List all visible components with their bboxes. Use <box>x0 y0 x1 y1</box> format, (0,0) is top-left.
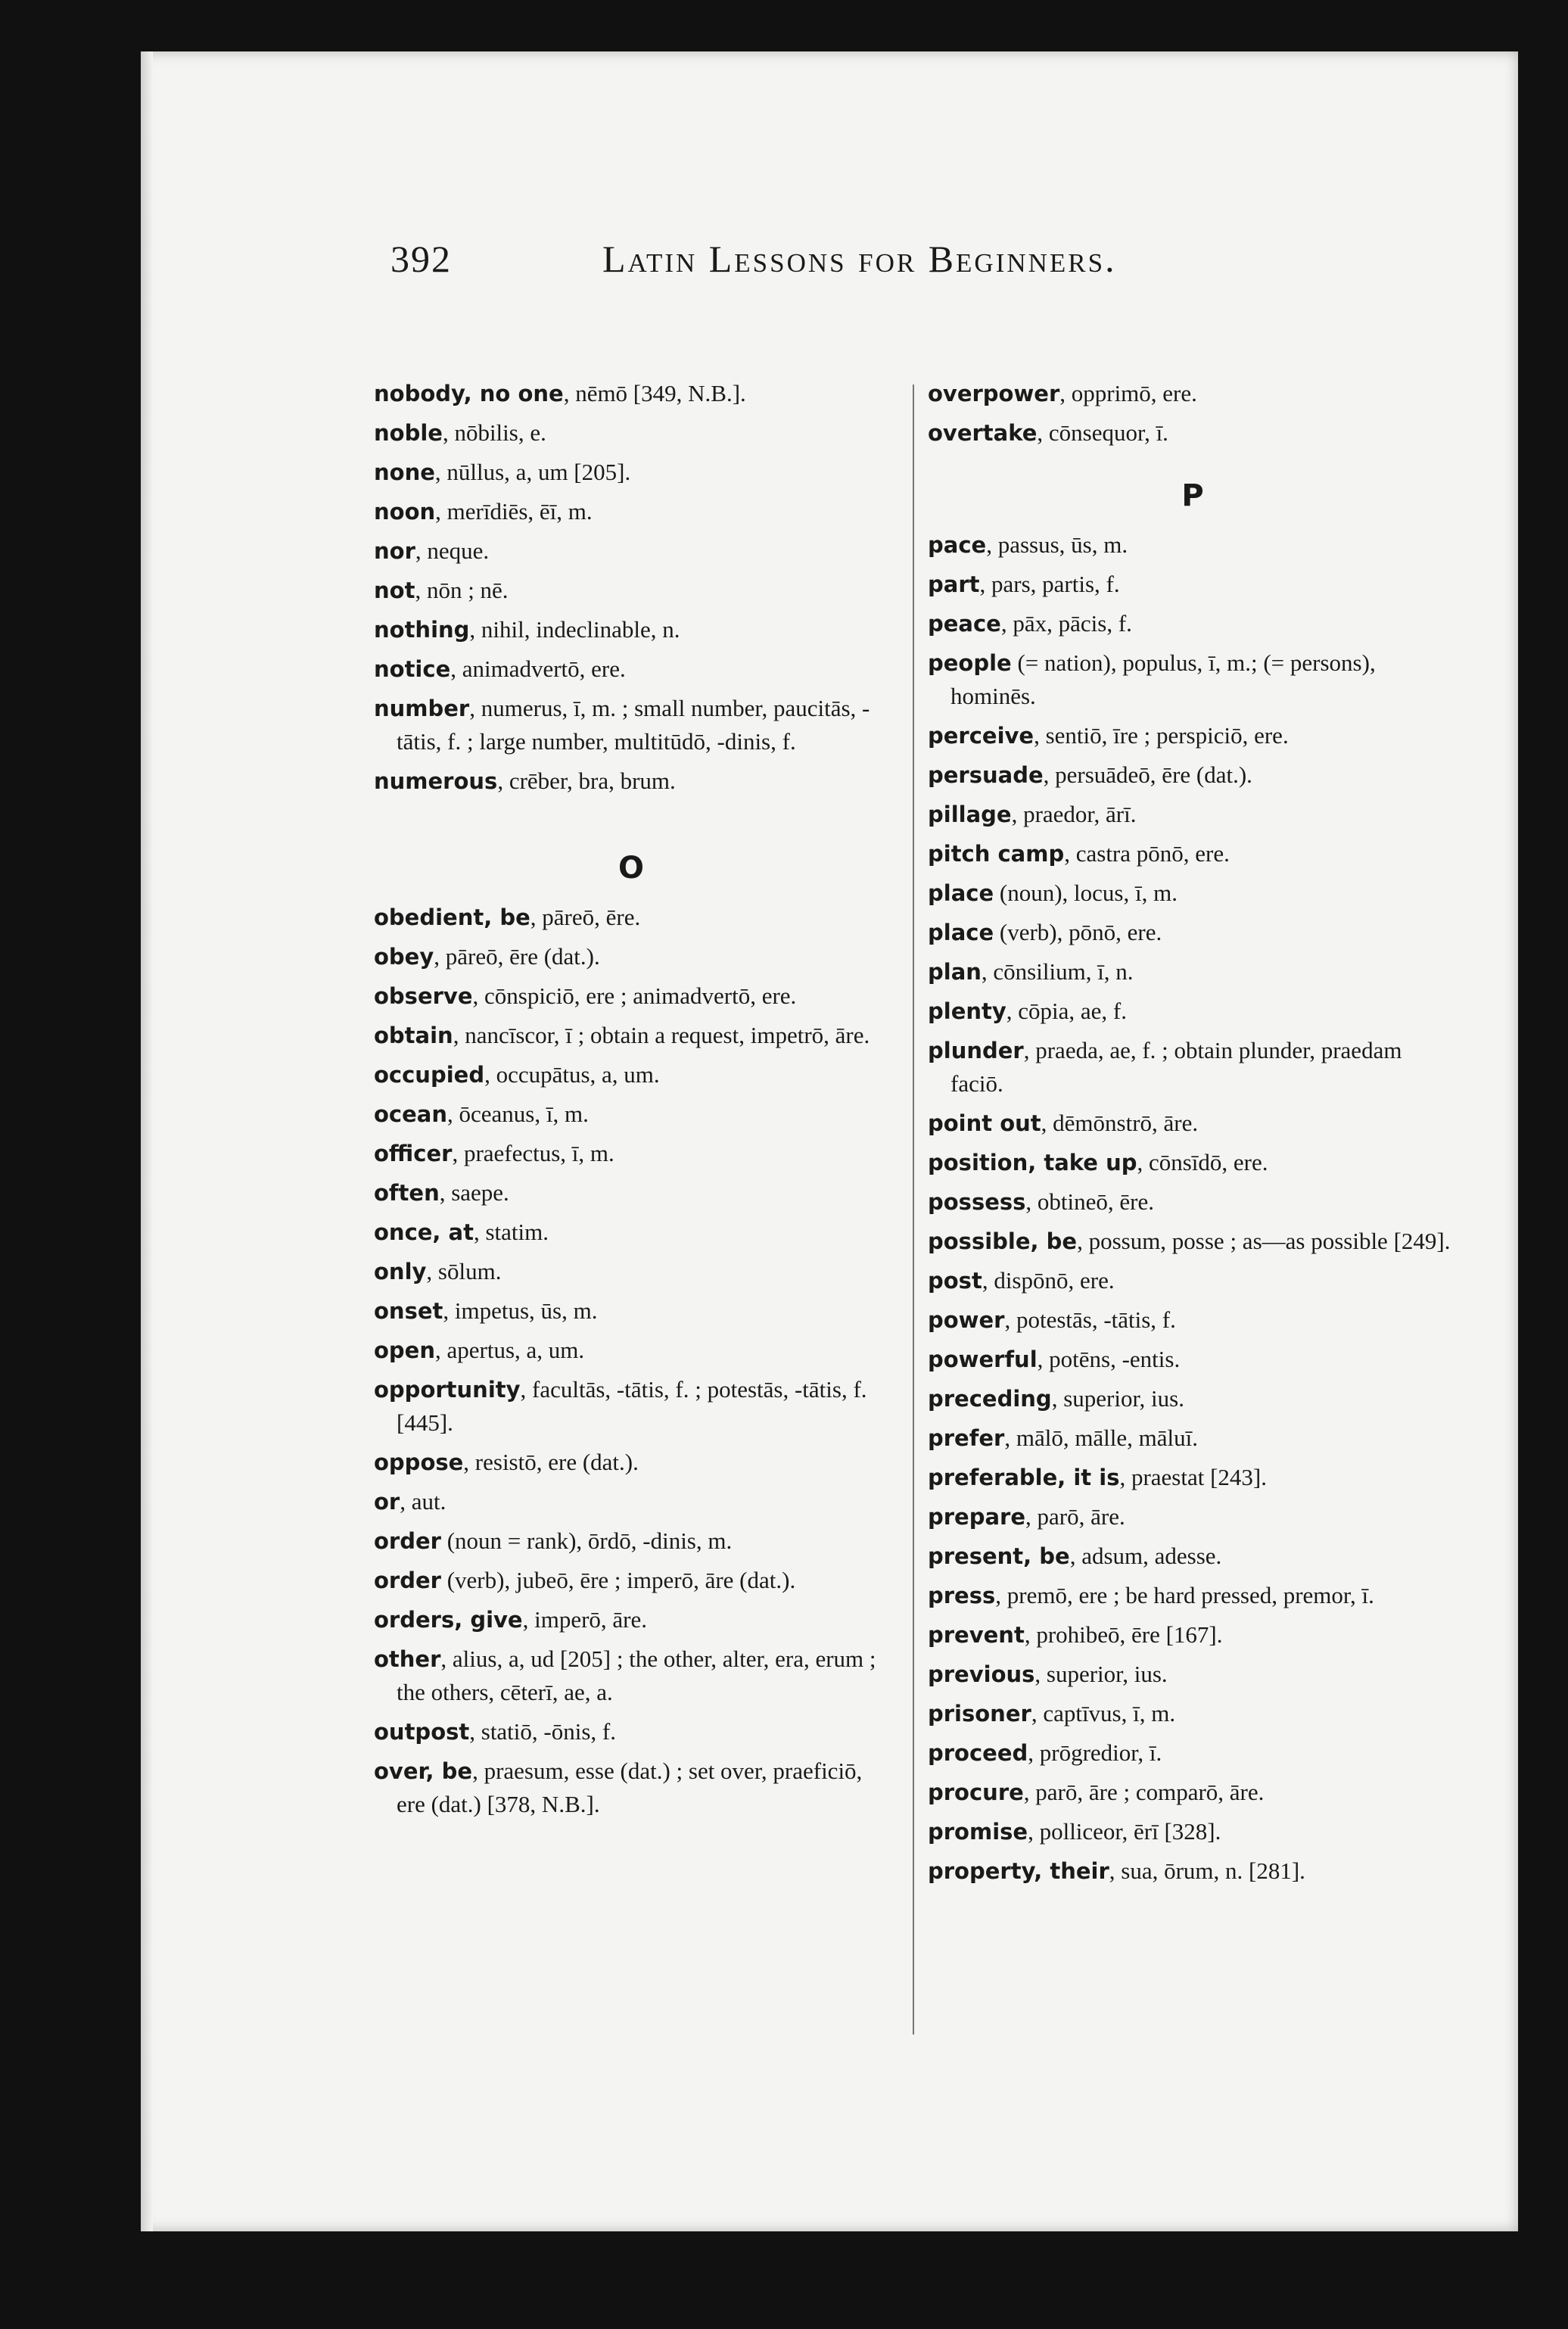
dictionary-entry <box>928 1034 1458 1101</box>
entry-definition: , cōnsequor, ī. <box>1037 419 1168 446</box>
entry-definition: , occupātus, a, um. <box>484 1061 660 1088</box>
entry-definition: , prohibeō, ēre [167]. <box>1024 1621 1223 1648</box>
book-title: Latin Lessons for Beginners. <box>602 238 1117 280</box>
dictionary-entry <box>374 456 888 489</box>
entry-definition: , ōceanus, ī, m. <box>447 1101 589 1127</box>
entry-headword: proceed <box>928 1740 1028 1766</box>
dictionary-entry <box>374 1255 888 1288</box>
entry-definition: , animadvertō, ere. <box>450 655 626 682</box>
entry-headword: prisoner <box>928 1701 1031 1727</box>
entry-definition: , opprimō, ere. <box>1059 380 1197 406</box>
entry-headword: prevent <box>928 1622 1025 1648</box>
entries-n <box>374 377 888 798</box>
entry-definition: , sōlum. <box>426 1258 502 1284</box>
dictionary-entry <box>928 1461 1458 1494</box>
entry-headword: prefer <box>928 1425 1005 1451</box>
entry-headword: nothing <box>374 617 470 643</box>
entry-headword: orders, give <box>374 1607 523 1633</box>
dictionary-entry <box>928 955 1458 989</box>
dictionary-entry <box>374 1715 888 1748</box>
dictionary-entry <box>374 1755 888 1821</box>
entry-headword: numerous <box>374 768 498 794</box>
entry-definition: , saepe. <box>439 1179 509 1206</box>
entry-headword: place <box>928 920 994 945</box>
dictionary-entry <box>374 1216 888 1249</box>
entries-o-continued <box>928 377 1458 450</box>
entry-definition: , merīdiēs, ēī, m. <box>435 498 593 525</box>
entry-headword: occupied <box>374 1062 485 1088</box>
entry-definition: , nūllus, a, um [205]. <box>434 459 631 485</box>
entry-headword: position, take up <box>928 1150 1137 1175</box>
entry-definition: , dēmōnstrō, āre. <box>1041 1110 1199 1136</box>
entry-headword: post <box>928 1268 982 1294</box>
entry-definition: (noun = rank), ōrdō, -dinis, m. <box>440 1527 733 1554</box>
entry-definition: , apertus, a, um. <box>435 1337 585 1363</box>
entry-headword: overpower <box>928 381 1060 406</box>
dictionary-entry <box>928 1343 1458 1376</box>
entry-definition: , castra pōnō, ere. <box>1064 840 1230 867</box>
entry-headword: order <box>374 1528 441 1554</box>
dictionary-entry <box>928 646 1458 713</box>
entry-definition: , aut. <box>400 1488 446 1515</box>
dictionary-entry <box>374 416 888 450</box>
entry-definition: , nōbilis, e. <box>442 419 546 446</box>
dictionary-entry <box>374 1603 888 1636</box>
entry-definition: , resistō, ere (dat.). <box>463 1449 639 1475</box>
entries-o <box>374 901 888 1821</box>
dictionary-entry <box>374 1019 888 1052</box>
entry-headword: preferable, it is <box>928 1465 1120 1490</box>
entry-definition: , numerus, ī, m. ; small number, paucitās, -tātis, f. ; large number, multitūdō, -dinis, f. <box>397 695 870 755</box>
entry-definition: , premō, ere ; be hard pressed, premor, ī. <box>995 1582 1374 1608</box>
dictionary-entry <box>928 416 1458 450</box>
dictionary-entry <box>374 1137 888 1170</box>
dictionary-entry <box>928 758 1458 792</box>
entry-headword: other <box>374 1646 441 1672</box>
entry-definition: (verb), pōnō, ere. <box>994 919 1162 945</box>
entry-definition: , sentiō, īre ; perspiciō, ere. <box>1034 722 1289 749</box>
entry-headword: pillage <box>928 802 1012 827</box>
dictionary-entry <box>374 1446 888 1479</box>
dictionary-entry <box>374 764 888 798</box>
entry-headword: plan <box>928 959 982 985</box>
dictionary-entry <box>928 1185 1458 1219</box>
entry-headword: point out <box>928 1110 1041 1136</box>
entry-headword: or <box>374 1489 400 1515</box>
entry-definition: (noun), locus, ī, m. <box>994 880 1178 906</box>
entry-headword: press <box>928 1583 996 1608</box>
entry-definition: , cōnsīdō, ere. <box>1137 1149 1268 1175</box>
entry-headword: preceding <box>928 1386 1052 1412</box>
dictionary-entry <box>374 1642 888 1709</box>
column-divider <box>913 385 914 2035</box>
entry-definition: , praefectus, ī, m. <box>452 1140 614 1166</box>
page-number: 392 <box>390 238 452 280</box>
entry-headword: property, their <box>928 1858 1109 1884</box>
entry-definition: , crēber, bra, brum. <box>497 768 676 794</box>
dictionary-entry <box>928 1854 1458 1888</box>
dictionary-entry <box>928 1776 1458 1809</box>
entry-definition: (verb), jubeō, ēre ; imperō, āre (dat.). <box>440 1567 796 1593</box>
entry-definition: , neque. <box>415 537 490 564</box>
dictionary-entry <box>928 1618 1458 1652</box>
entry-headword: nobody, no one <box>374 381 564 406</box>
entry-headword: overtake <box>928 420 1038 446</box>
right-column <box>928 377 1458 1894</box>
entry-headword: noon <box>374 499 436 525</box>
dictionary-entry <box>928 1107 1458 1140</box>
entry-headword: pace <box>928 532 987 558</box>
entry-headword: obtain <box>374 1023 453 1048</box>
entry-definition: , statim. <box>473 1219 549 1245</box>
dictionary-entry <box>928 1697 1458 1730</box>
dictionary-entry <box>374 1058 888 1091</box>
entry-definition: , potēns, -entis. <box>1037 1346 1181 1372</box>
dictionary-entry <box>928 1421 1458 1455</box>
dictionary-entry <box>374 534 888 568</box>
entry-headword: obey <box>374 944 434 970</box>
entry-definition: , praestat [243]. <box>1119 1464 1268 1490</box>
entry-definition: , praesum, esse (dat.) ; set over, praeficiō, ere (dat.) [378, N.B.]. <box>397 1758 863 1817</box>
entry-headword: open <box>374 1337 435 1363</box>
dictionary-entry <box>374 1564 888 1597</box>
dictionary-entry <box>374 1098 888 1131</box>
entry-definition: , statiō, -ōnis, f. <box>469 1718 616 1745</box>
entry-headword: present, be <box>928 1543 1070 1569</box>
entry-definition: , mālō, mālle, māluī. <box>1004 1424 1199 1451</box>
entry-headword: outpost <box>374 1719 470 1745</box>
entry-headword: procure <box>928 1779 1024 1805</box>
entries-p <box>928 528 1458 1888</box>
entry-headword: not <box>374 578 415 603</box>
entry-headword: previous <box>928 1661 1035 1687</box>
entry-definition: , parō, āre. <box>1025 1503 1125 1530</box>
dictionary-entry <box>928 377 1458 410</box>
entry-headword: ocean <box>374 1101 447 1127</box>
dictionary-entry <box>928 1264 1458 1297</box>
entry-definition: , captīvus, ī, m. <box>1031 1700 1176 1727</box>
dictionary-entry <box>928 1382 1458 1415</box>
section-heading-o: O <box>618 851 644 886</box>
entry-definition: , dispōnō, ere. <box>982 1267 1115 1294</box>
entry-definition: , passus, ūs, m. <box>986 531 1128 558</box>
entry-headword: officer <box>374 1141 453 1166</box>
dictionary-entry <box>374 979 888 1013</box>
entry-definition: , pāreō, ēre (dat.). <box>434 943 600 970</box>
dictionary-entry <box>928 876 1458 910</box>
entry-definition: , persuādeō, ēre (dat.). <box>1043 761 1252 788</box>
dictionary-entry <box>928 1658 1458 1691</box>
left-column <box>374 377 888 1827</box>
dictionary-entry <box>374 377 888 410</box>
dictionary-entry <box>374 1485 888 1518</box>
entry-definition: , nihil, indeclinable, n. <box>469 616 680 643</box>
dictionary-entry <box>928 568 1458 601</box>
entry-definition: , potestās, -tātis, f. <box>1004 1306 1176 1333</box>
entry-headword: place <box>928 880 994 906</box>
dictionary-entry <box>928 916 1458 949</box>
entry-definition: , nēmō [349, N.B.]. <box>563 380 746 406</box>
entry-headword: obedient, be <box>374 905 530 930</box>
running-head <box>390 237 1488 297</box>
entry-definition: , superior, ius. <box>1034 1661 1168 1687</box>
entry-headword: often <box>374 1180 440 1206</box>
dictionary-entry <box>374 692 888 758</box>
entry-headword: possible, be <box>928 1228 1078 1254</box>
entry-definition: , pars, partis, f. <box>979 571 1120 597</box>
entry-definition: , possum, posse ; as—as possible [249]. <box>1077 1228 1451 1254</box>
dictionary-entry <box>928 607 1458 640</box>
entry-definition: , praedor, ārī. <box>1011 801 1137 827</box>
dictionary-entry <box>928 837 1458 870</box>
dictionary-entry <box>928 1540 1458 1573</box>
dictionary-entry <box>374 1373 888 1440</box>
dictionary-entry <box>374 901 888 934</box>
entry-definition: , praeda, ae, f. ; obtain plunder, praedam faciō. <box>950 1037 1402 1097</box>
entry-definition: , nōn ; nē. <box>415 577 509 603</box>
entry-definition: , cōpia, ae, f. <box>1006 998 1128 1024</box>
dictionary-entry <box>928 798 1458 831</box>
dictionary-entry <box>928 1146 1458 1179</box>
entry-headword: number <box>374 696 470 721</box>
entry-headword: powerful <box>928 1347 1038 1372</box>
dictionary-entry <box>928 1736 1458 1770</box>
entry-headword: nor <box>374 538 415 564</box>
entry-definition: , superior, ius. <box>1051 1385 1184 1412</box>
entry-headword: observe <box>374 983 473 1009</box>
dictionary-entry <box>928 995 1458 1028</box>
entry-definition: , adsum, adesse. <box>1069 1543 1222 1569</box>
entry-definition: , facultās, -tātis, f. ; potestās, -tātis, f. [445]. <box>397 1376 867 1436</box>
entry-definition: , parō, āre ; comparō, āre. <box>1023 1779 1265 1805</box>
dictionary-entry <box>374 940 888 973</box>
entry-headword: peace <box>928 611 1001 637</box>
entry-definition: (= nation), populus, ī, m.; (= persons), hominēs. <box>950 649 1376 709</box>
entry-definition: , pāx, pācis, f. <box>1000 610 1132 637</box>
entry-headword: order <box>374 1568 441 1593</box>
dictionary-entry <box>374 1334 888 1367</box>
entry-definition: , polliceor, ērī [328]. <box>1028 1818 1221 1845</box>
entry-definition: , obtineō, ēre. <box>1025 1188 1154 1215</box>
entry-definition: , impetus, ūs, m. <box>443 1297 598 1324</box>
dictionary-entry <box>928 1815 1458 1848</box>
entry-definition: , sua, ōrum, n. [281]. <box>1109 1857 1305 1884</box>
entry-headword: opportunity <box>374 1377 521 1403</box>
entry-definition: , cōnspiciō, ere ; animadvertō, ere. <box>472 982 797 1009</box>
dictionary-entry <box>928 1303 1458 1337</box>
entry-headword: power <box>928 1307 1005 1333</box>
entry-headword: possess <box>928 1189 1026 1215</box>
entry-definition: , prōgredior, ī. <box>1028 1739 1162 1766</box>
dictionary-entry <box>374 574 888 607</box>
entry-headword: oppose <box>374 1449 464 1475</box>
entry-headword: perceive <box>928 723 1034 749</box>
entry-definition: , nancīscor, ī ; obtain a request, impetrō, āre. <box>453 1022 870 1048</box>
dictionary-entry <box>928 1579 1458 1612</box>
entry-headword: only <box>374 1259 427 1284</box>
dictionary-entry <box>928 719 1458 752</box>
dictionary-entry <box>374 613 888 646</box>
entry-definition: , pāreō, ēre. <box>530 904 641 930</box>
entry-headword: noble <box>374 420 443 446</box>
book-page <box>141 51 1518 2231</box>
dictionary-entry <box>928 1500 1458 1533</box>
section-heading-p: P <box>1181 478 1204 513</box>
entry-headword: over, be <box>374 1758 473 1784</box>
dictionary-entry <box>374 495 888 528</box>
entry-headword: promise <box>928 1819 1028 1845</box>
entry-headword: persuade <box>928 762 1044 788</box>
page-spine-shadow <box>141 51 153 2231</box>
dictionary-entry <box>374 652 888 686</box>
dictionary-entry <box>928 528 1458 562</box>
entry-headword: part <box>928 571 980 597</box>
entry-headword: once, at <box>374 1219 474 1245</box>
entry-headword: onset <box>374 1298 443 1324</box>
entry-headword: prepare <box>928 1504 1026 1530</box>
entry-headword: none <box>374 459 435 485</box>
dictionary-entry <box>374 1176 888 1210</box>
entry-definition: , cōnsilium, ī, n. <box>981 958 1134 985</box>
entry-headword: plunder <box>928 1038 1024 1063</box>
dictionary-entry <box>928 1225 1458 1258</box>
entry-headword: people <box>928 650 1012 676</box>
entry-headword: plenty <box>928 998 1006 1024</box>
entry-headword: notice <box>374 656 451 682</box>
dictionary-entry <box>374 1294 888 1328</box>
entry-definition: , imperō, āre. <box>522 1606 648 1633</box>
entry-headword: pitch camp <box>928 841 1065 867</box>
dictionary-entry <box>374 1524 888 1558</box>
entry-definition: , alius, a, ud [205] ; the other, alter, era, erum ; the others, cēterī, ae, a. <box>397 1646 876 1705</box>
